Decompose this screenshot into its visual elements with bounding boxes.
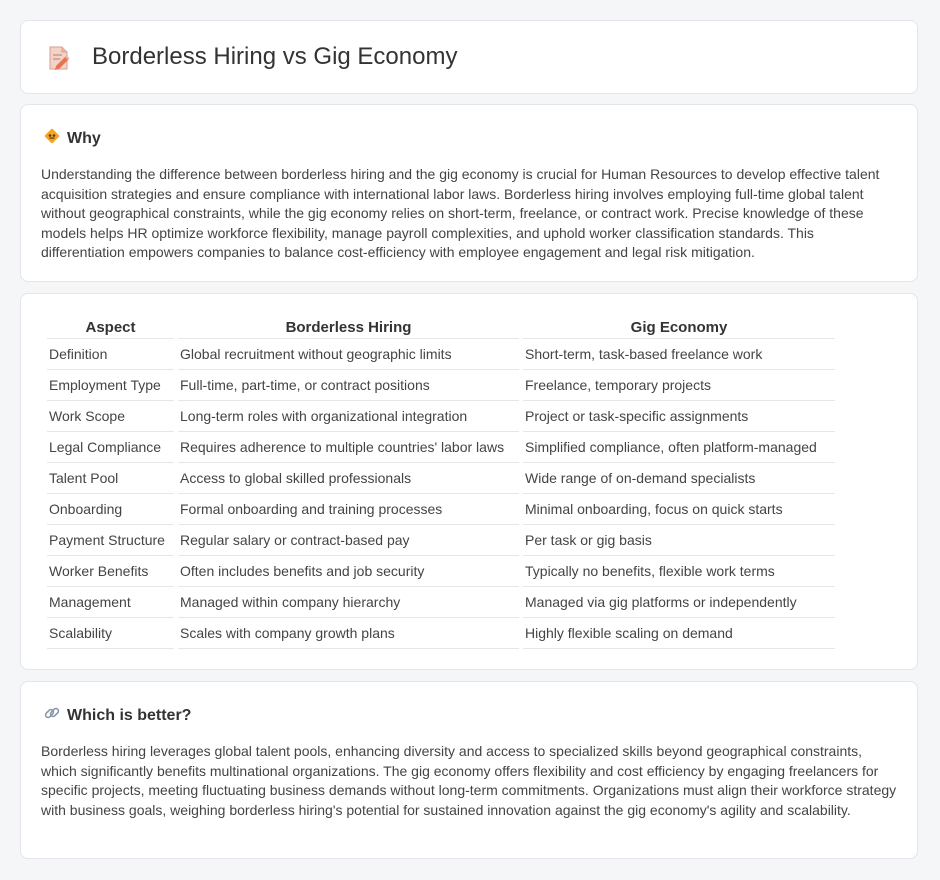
gig-economy-cell: Wide range of on-demand specialists bbox=[523, 463, 835, 494]
comparison-table bbox=[43, 316, 839, 649]
link-icon bbox=[43, 704, 61, 727]
gig-economy-cell: Typically no benefits, flexible work terms bbox=[523, 556, 835, 587]
aspect-cell: Employment Type bbox=[47, 370, 174, 401]
aspect-cell: Work Scope bbox=[47, 401, 174, 432]
page-title: Borderless Hiring vs Gig Economy bbox=[92, 43, 458, 70]
document-pencil-icon bbox=[47, 45, 71, 76]
diamond-warning-icon bbox=[43, 127, 61, 150]
aspect-cell: Talent Pool bbox=[47, 463, 174, 494]
table-row bbox=[47, 401, 835, 432]
gig-economy-cell: Short-term, task-based freelance work bbox=[523, 339, 835, 370]
gig-economy-cell: Highly flexible scaling on demand bbox=[523, 618, 835, 649]
table-row bbox=[47, 432, 835, 463]
table-row bbox=[47, 339, 835, 370]
aspect-cell: Management bbox=[47, 587, 174, 618]
aspect-cell: Definition bbox=[47, 339, 174, 370]
table-row bbox=[47, 463, 835, 494]
borderless-hiring-cell: Often includes benefits and job security bbox=[178, 556, 519, 587]
borderless-hiring-cell: Long-term roles with organizational integration bbox=[178, 401, 519, 432]
table-row bbox=[47, 494, 835, 525]
table-row bbox=[47, 556, 835, 587]
borderless-hiring-cell: Formal onboarding and training processes bbox=[178, 494, 519, 525]
borderless-hiring-cell: Managed within company hierarchy bbox=[178, 587, 519, 618]
column-header: Gig Economy bbox=[523, 316, 835, 339]
borderless-hiring-cell: Full-time, part-time, or contract positions bbox=[178, 370, 519, 401]
table-row bbox=[47, 370, 835, 401]
better-text: Borderless hiring leverages global talent pools, enhancing diversity and access to specialized skills beyond geographical constraints, which significantly benefits multinational organizations. The gig economy offers flexibility and cost efficiency by engaging freelancers for specific projects, meeting fluctuating business demands without long-term commitments. Organizations must align their workforce strategy with business goals, weighing borderless hiring's potential for sustained innovation against the gig economy's agility and scalability. bbox=[41, 743, 897, 818]
table-row bbox=[47, 525, 835, 556]
which-is-better-section bbox=[20, 681, 918, 859]
borderless-hiring-cell: Regular salary or contract-based pay bbox=[178, 525, 519, 556]
comparison-table-card bbox=[20, 293, 918, 670]
aspect-cell: Legal Compliance bbox=[47, 432, 174, 463]
why-text: Understanding the difference between borderless hiring and the gig economy is crucial for Human Resources to develop effective talent acquisition strategies and ensure compliance with international labor laws. Borderless hiring involves employing full-time global talent without geographical constraints, while the gig economy relies on short-term, freelance, or contract work. Precise knowledge of these models helps HR optimize workforce flexibility, manage payroll complexities, and uphold worker classification standards. This differentiation empowers companies to balance cost-efficiency with employee engagement and legal risk mitigation. bbox=[41, 166, 880, 261]
borderless-hiring-cell: Requires adherence to multiple countries' labor laws bbox=[178, 432, 519, 463]
gig-economy-cell: Freelance, temporary projects bbox=[523, 370, 835, 401]
aspect-cell: Worker Benefits bbox=[47, 556, 174, 587]
gig-economy-cell: Project or task-specific assignments bbox=[523, 401, 835, 432]
table-header-row bbox=[47, 316, 835, 339]
borderless-hiring-cell: Global recruitment without geographic limits bbox=[178, 339, 519, 370]
aspect-cell: Onboarding bbox=[47, 494, 174, 525]
why-section bbox=[20, 104, 918, 282]
header-card bbox=[20, 20, 918, 94]
borderless-hiring-cell: Access to global skilled professionals bbox=[178, 463, 519, 494]
why-heading: Why bbox=[67, 129, 101, 147]
aspect-cell: Scalability bbox=[47, 618, 174, 649]
column-header: Aspect bbox=[47, 316, 174, 339]
better-heading: Which is better? bbox=[67, 706, 192, 724]
gig-economy-cell: Minimal onboarding, focus on quick starts bbox=[523, 494, 835, 525]
table-row bbox=[47, 587, 835, 618]
borderless-hiring-cell: Scales with company growth plans bbox=[178, 618, 519, 649]
gig-economy-cell: Per task or gig basis bbox=[523, 525, 835, 556]
table-row bbox=[47, 618, 835, 649]
gig-economy-cell: Simplified compliance, often platform-managed bbox=[523, 432, 835, 463]
column-header: Borderless Hiring bbox=[178, 316, 519, 339]
aspect-cell: Payment Structure bbox=[47, 525, 174, 556]
gig-economy-cell: Managed via gig platforms or independently bbox=[523, 587, 835, 618]
